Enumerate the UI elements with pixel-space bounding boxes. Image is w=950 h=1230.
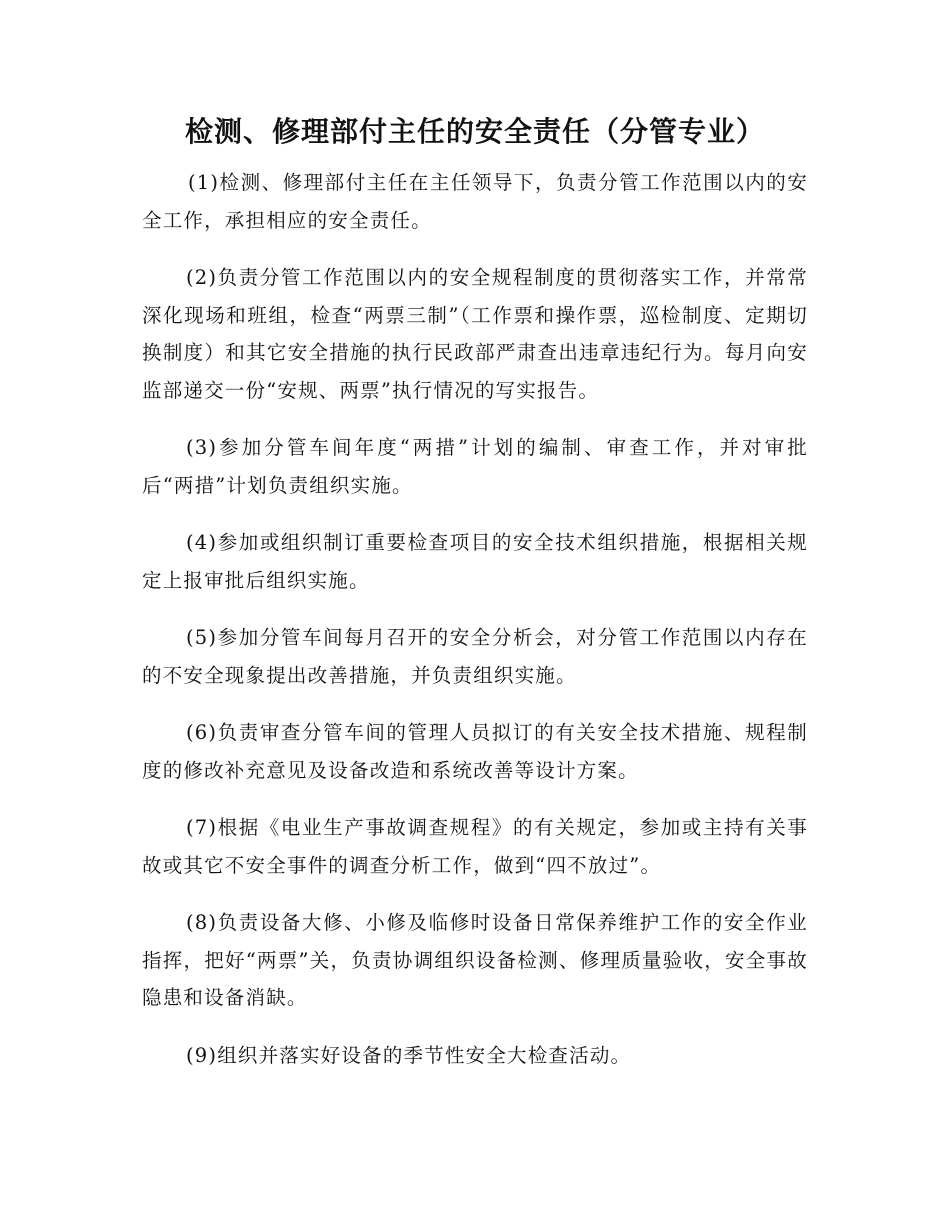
document-body	[142, 164, 808, 1094]
paragraph-5: (5)参加分管车间每月召开的安全分析会，对分管工作范围以内存在的不安全现象提出改善措施，并负责组织实施。	[142, 626, 808, 687]
paragraph-7: (7)根据《电业生产事故调查规程》的有关规定，参加或主持有关事故或其它不安全事件的调查分析工作，做到“四不放过”。	[142, 816, 808, 877]
paragraph-8: (8)负责设备大修、小修及临修时设备日常保养维护工作的安全作业指挥，把好“两票”关，负责协调组织设备检测、修理质量验收，安全事故隐患和设备消缺。	[142, 911, 808, 1009]
paragraph-3: (3)参加分管车间年度“两措”计划的编制、审查工作，并对审批后“两措”计划负责组织实施。	[142, 436, 808, 497]
paragraph-6: (6)负责审查分管车间的管理人员拟订的有关安全技术措施、规程制度的修改补充意见及设备改造和系统改善等设计方案。	[142, 721, 808, 782]
paragraph-4: (4)参加或组织制订重要检查项目的安全技术组织措施，根据相关规定上报审批后组织实施。	[142, 531, 808, 592]
paragraph-1: (1)检测、修理部付主任在主任领导下，负责分管工作范围以内的安全工作，承担相应的安全责任。	[142, 171, 808, 232]
paragraph-2: (2)负责分管工作范围以内的安全规程制度的贯彻落实工作，并常常深化现场和班组，检查“两票三制”（工作票和操作票，巡检制度、定期切换制度）和其它安全措施的执行民政部严肃查出违章违纪行为。每月向安监部递交一份“安规、两票”执行情况的写实报告。	[142, 266, 808, 402]
document-title: 检测、修理部付主任的安全责任（分管专业）	[184, 115, 765, 148]
paragraph-9: (9)组织并落实好设备的季节性安全大检查活动。	[186, 1043, 632, 1067]
